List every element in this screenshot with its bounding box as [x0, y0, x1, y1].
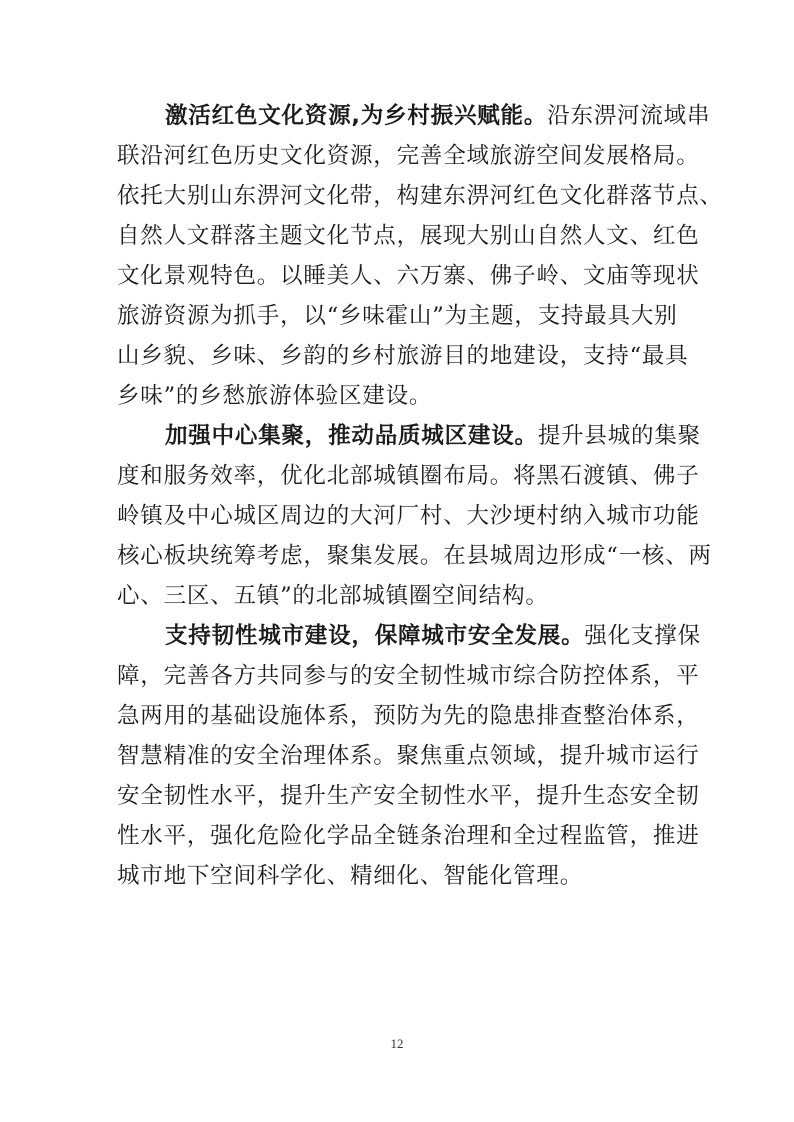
paragraph-red-culture — [117, 96, 723, 416]
paragraph-line: 旅游资源为抓手，以“乡味霍山”为主题，支持最具大别 — [117, 303, 678, 329]
paragraph-line: 文化景观特色。以睡美人、六万寨、佛子岭、文庙等现状 — [117, 263, 700, 289]
body-text — [117, 96, 723, 896]
paragraph-first-line — [117, 416, 701, 456]
paragraph-resilient-city — [117, 616, 701, 896]
paragraph-line-text: 沿东淠河流域串 — [547, 103, 711, 129]
paragraph-line: 联沿河红色历史文化资源，完善全域旅游空间发展格局。 — [117, 143, 700, 169]
paragraph-first-line — [117, 96, 711, 136]
paragraph-line-text: 提升县城的集聚 — [537, 423, 701, 449]
paragraph-line: 心、三区、五镇”的北部城镇圈空间结构。 — [117, 583, 549, 609]
paragraph-line: 岭镇及中心城区周边的大河厂村、大沙埂村纳入城市功能 — [117, 503, 700, 529]
page-number: 12 — [390, 1036, 404, 1051]
paragraph-line: 核心板块统筹考虑，聚集发展。在县城周边形成“一核、两 — [117, 543, 712, 569]
paragraph-line: 急两用的基础设施体系，预防为先的隐患排查整治体系， — [117, 703, 700, 729]
paragraph-first-line — [117, 616, 701, 656]
paragraph-line: 乡味”的乡愁旅游体验区建设。 — [117, 383, 433, 409]
paragraph-line-text: 强化支撑保 — [584, 623, 701, 649]
paragraph-center-agglomeration — [117, 416, 712, 616]
paragraph-lead-heading: 支持韧性城市建设，保障城市安全发展。 — [165, 623, 585, 649]
paragraph-line: 城市地下空间科学化、精细化、智能化管理。 — [117, 863, 584, 889]
paragraph-line: 障，完善各方共同参与的安全韧性城市综合防控体系，平 — [117, 663, 700, 689]
paragraph-line: 性水平，强化危险化学品全链条治理和全过程监管，推进 — [117, 823, 700, 849]
paragraph-lead-heading: 加强中心集聚，推动品质城区建设。 — [165, 423, 538, 449]
paragraph-line: 山乡貌、乡味、乡韵的乡村旅游目的地建设，支持“最具 — [117, 343, 689, 369]
paragraph-line: 安全韧性水平，提升生产安全韧性水平，提升生态安全韧 — [117, 783, 700, 809]
paragraph-line: 自然人文群落主题文化节点，展现大别山自然人文、红色 — [117, 223, 700, 249]
paragraph-line: 智慧精准的安全治理体系。聚焦重点领域，提升城市运行 — [117, 743, 700, 769]
paragraph-line: 度和服务效率，优化北部城镇圈布局。将黑石渡镇、佛子 — [117, 463, 700, 489]
paragraph-line: 依托大别山东淠河文化带，构建东淠河红色文化群落节点、 — [117, 183, 723, 209]
paragraph-lead-heading: 激活红色文化资源,为乡村振兴赋能。 — [165, 103, 548, 129]
